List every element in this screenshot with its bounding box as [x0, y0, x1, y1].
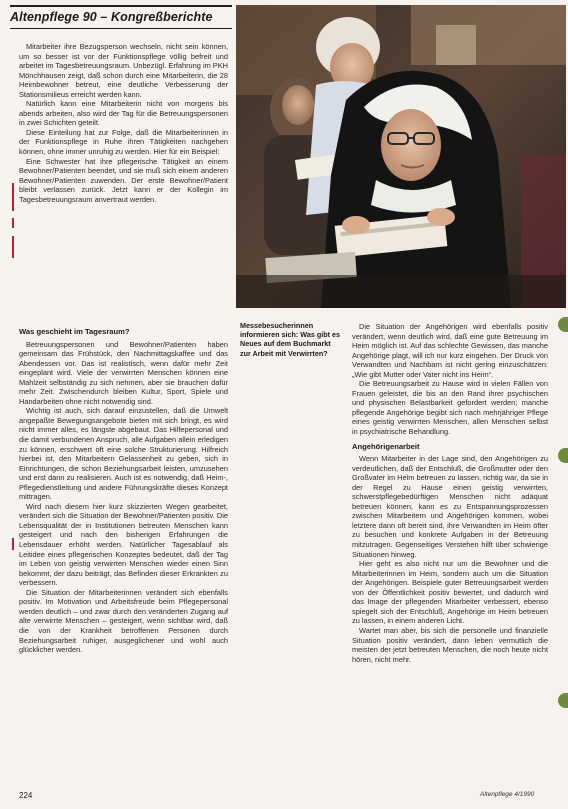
edge-tab-marker [558, 448, 568, 463]
section-heading: Angehörigenarbeit [352, 441, 420, 451]
left-column [19, 322, 228, 655]
issue-label: Altenpflege 4/1990 [480, 791, 535, 798]
page-number: 224 [19, 791, 33, 800]
right-column [352, 322, 548, 664]
body-paragraph: Die Situation der Mitarbeiterinnen verändert sich ebenfalls positiv. Im Motivation und Arbeitsfreude beim Pflegepersonal werden deutlich – und zwar durch den veränderten Zugang auf alte verwirrte Menschen – gesteigert, wenn sichtbar wird, daß die von der Krankheit betroffenen Personen durch Beziehungsarbeit ruhiger, ausgeglichener und wohl auch glücklicher werden. [19, 587, 228, 655]
intro-text-block [19, 42, 228, 204]
intro-paragraph: Eine Schwester hat ihre pflegerische Tätigkeit an einem Bewohner/Patienten beendet, und sie muß sich einem anderen Bewohner/Patienten zuwenden. Der erste Bewohner/Patient bleibt verlassen zurück. Jetzt kann er der Kollegin im Tagesbetreuungsraum anvertraut werden. [19, 156, 228, 204]
body-paragraph: Wenn Mitarbeiter in der Lage sind, den Angehörigen zu verdeutlichen, daß der Entschluß, die Großmutter oder den Großvater im Heim betreuen zu lassen, richtig war, da sie in der Regel zu Hause einen geistig verwirrten, schwerstpflegebedürftigen Menschen nicht adäquat betreuen können, kann es zu Entspannungsprozessen zwischen Mitarbeitern und Angehörigen kommen, wobei letztere dann oft bereit sind, ihre Verwandten im Heim öfter zu besuchen und konkrete Aufgaben in der Betreuung mitzutragen. Gegenseitiges Verstehen hilft über schwierige Situationen hinweg. [352, 454, 548, 559]
photo-nuns-reading [236, 5, 566, 308]
body-paragraph: Wird nach diesem hier kurz skizzierten Wegen gearbeitet, verändert sich die Situation der Bewohner/Patienten positiv. Die Lebensqualität der in Institutionen betreuten Menschen kann gesteigert und nach den bisherigen Erfahrungen die Lebensdauer erhöht werden. Natürlicher Tagesablauf als Leitidee eines pflegerischen Konzeptes bedeutet, daß der Tag im Leben von geistig verwirrten Menschen wieder einen Sinn bekommt, der dazu beiträgt, das Befinden dieser Erkrankten zu verbessern. [19, 501, 228, 588]
edge-tab-marker [558, 317, 568, 332]
body-paragraph: Hier geht es also nicht nur um die Bewohner und die Mitarbeiterinnen im Heim, sondern auch um die Situation der Angehörigen. Beispiele guter Betreuungsarbeit werden von der Öffentlichkeit positiv bewertet, und dadurch wird das Image der pflegenden Mitarbeiter verbessert, ebenso spiegelt sich der Entschluß, Angehörige im Heim betreuen zu lassen, in einem anderen Licht. [352, 559, 548, 626]
margin-marker [12, 236, 14, 258]
header-rule-top [10, 5, 232, 7]
intro-paragraph: Natürlich kann eine Mitarbeiterin nicht von morgens bis abends arbeiten, also wird der Tag für die Betreuungspersonen in zwei Schichten geteilt. [19, 99, 228, 128]
page-header: Altenpflege 90 – Kongreßberichte [10, 10, 213, 24]
section-heading: Was geschieht im Tagesraum? [19, 327, 130, 336]
intro-paragraph: Mitarbeiter ihre Bezugsperson wechseln, nicht sein können, um so besser ist vor der Funktionspflege völlig befreit und arbeitet im Tagesbetreuungsraum. Unbezügl. Erfahrung im PKH Mönchhausen zeigt, daß schon durch eine Mitarbeiterin, die 28 Heimbewohner betreut, eine deutliche Verbesserung der Stationsmilieus erreicht werden kann. [19, 42, 228, 99]
body-paragraph: Wichtig ist auch, sich darauf einzustellen, daß die Umwelt angepaßte Bewegungsangebote bieten mit sich bringt, es wird nicht immer alles, es längste abgebaut. Das Hilfepersonal und die damit verbundenen Anspruch, alle Aufgaben allein erledigen zu können, erschwert oft eine solche Strukturierung. Hilfreich hierbei ist, den Mitarbeitern Gelassenheit zu geben, sich in Einrichtungen, die schon Beziehungsarbeit leisten, umzusehen und erst dann zu realisieren. Auch ist es notwendig, daß Heim-, Pflegedienstleitung und andere Führungskräfte dieses Konzept mittragen. [19, 406, 228, 502]
photo-caption: Messebesucherinnen informieren sich: Was gibt es Neues auf dem Buchmarkt zur Arbeit mit Verwirrten? [240, 321, 340, 358]
body-paragraph: Wartet man aber, bis sich die personelle und finanzielle Situation positiv verändert, dann leben vermutlich die meisten der jetzt betreuten Menschen, die noch heute nicht hören, nicht mehr. [352, 625, 548, 664]
body-paragraph: Die Betreuungsarbeit zu Hause wird in vielen Fällen von Frauen geleistet, die bis an den Rand ihrer psychischen und physischen Belastbarkeit gefordert werden; manche pflegende Angehörige begibt sich nach mehrjähriger Pflege eines geistig verwirrten Menschen, allen Menschen selbst in psychiatrische Behandlung. [352, 379, 548, 437]
margin-marker [12, 218, 14, 228]
body-paragraph: Betreuungspersonen und Bewohner/Patienten haben gemeinsam das Frühstück, den Nachmittagskaffee und das Abendessen vor. Das ist realistisch, wenn dafür mehr Zeit eingeplant wird. Viele der verwirrten Menschen können eine Mahlzeit selbständig zu sich nehmen, aber sie brauchen dafür mehr Zeit. Zwischendurch bleiben Kultur, Sport, Spiele und Handarbeiten ohne nicht notwendig sind. [19, 339, 228, 406]
margin-marker [12, 538, 14, 550]
header-rule-bottom [10, 28, 232, 29]
photo-illustration [236, 5, 566, 308]
edge-tab-marker [558, 693, 568, 708]
intro-paragraph: Diese Einteilung hat zur Folge, daß die Mitarbeiterinnen in der Funktionspflege in Ruhe ihren Tätigkeiten nachgehen können, ohne immer unruhig zu werden. Hier für ein Beispiel: [19, 127, 228, 157]
body-paragraph: Die Situation der Angehörigen wird ebenfalls positiv verändert, wenn deutlich wird, daß eine gute Betreuung im Heim möglich ist. Auf das schlechte Gewissen, das manche Angehörige plagt, will ich nur kurz eingehen. Der Druck von Verwandten und Nachbarn ist nicht gering einzuschätzen: „Wie gibt Mutter oder Vater nicht ins Heim“. [352, 322, 548, 379]
margin-marker [12, 183, 14, 211]
